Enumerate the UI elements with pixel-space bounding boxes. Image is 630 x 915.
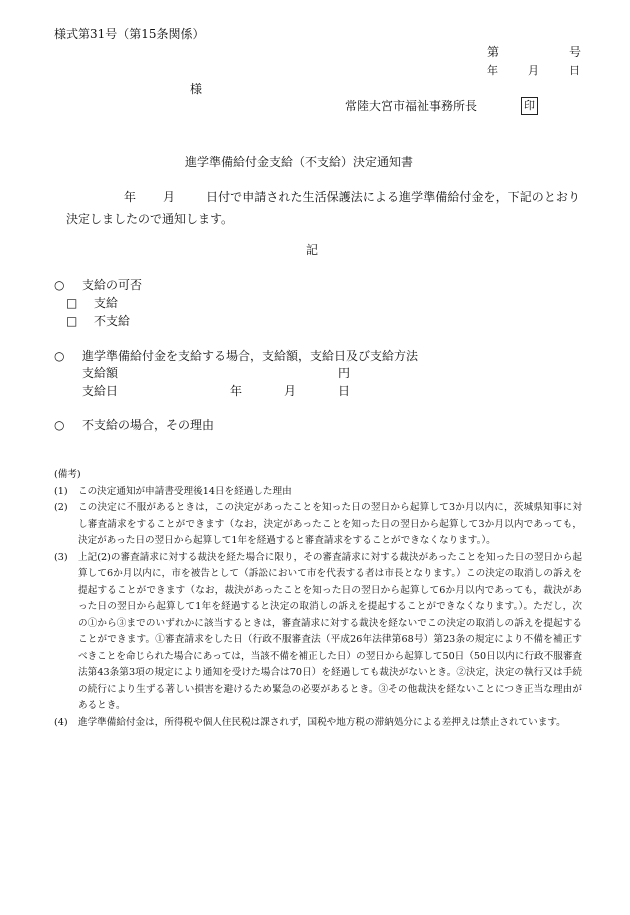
date-year: 年 bbox=[230, 384, 243, 398]
intro-text: 日付で申請された生活保護法による進学準備給付金を，下記のとおり決定しましたので通知します。 bbox=[66, 190, 580, 226]
seal-stamp bbox=[521, 97, 538, 115]
note-text: 上記(2)の審査請求に対する裁決を経た場合に限り，その審査請求に対する裁決があったことを知った日の翌日から起算して6か月以内に，市を被告として（訴訟において市を代表する者は市長となります。）この決定の取消しの訴えを提起することができます（なお，裁決があったことを知った日の翌日から起算して6か月以内であっても，裁決があった日の翌日から起算して1年を経過すると決定の取消しの訴えを提起することができなくなります。）。ただし，次の①から③までのいずれかに該当するときは，審査請求に対する裁決を経ないでこの決定の取消しの訴えを提起することができます。①審査請求をした日（行政不服審査法（平成26年法律第68号）第23条の規定により不備を補正すべきことを命じられた場合にあっては，当該不備を補正した日）の翌日から起算して50日（50日以内に行政不服審査法第43条第3項の規定により通知を受けた場合は70日）を経過しても裁決がないとき。②決定，決定の執行又は手続の続行により生ずる著しい損害を避けるため緊急の必要があるとき。③その他裁決を経ないことにつき正当な理由があるとき。 bbox=[78, 551, 583, 711]
note-number: (3) bbox=[54, 551, 68, 563]
option-label-nopay: 不支給 bbox=[94, 314, 131, 328]
section2-bullet: ○ bbox=[54, 349, 65, 363]
date-month: 月 bbox=[284, 384, 297, 398]
seal-char: 印 bbox=[521, 97, 538, 115]
section3-label: 不支給の場合，その理由 bbox=[82, 418, 215, 432]
note-text: この決定に不服があるときは，この決定があったことを知った日の翌日から起算して3か月以内に，茨城県知事に対し審査請求をすることができます（なお，決定があったことを知った日の翌日から起算して3か月以内であっても，決定があった日の翌日から起算して1年を経過すると審査請求をすることができなくなります。）。 bbox=[78, 502, 582, 546]
note-number: (2) bbox=[54, 502, 68, 513]
section1-label: 支給の可否 bbox=[82, 278, 143, 292]
note-text: 進学準備給付金は，所得税や個人住民税は課されず，国税や地方税の滞納処分による差押えは禁止されています。 bbox=[78, 716, 566, 728]
note-number: (1) bbox=[54, 485, 68, 497]
notes-section bbox=[54, 467, 582, 731]
date-day: 日 bbox=[338, 384, 351, 398]
note-item bbox=[54, 484, 582, 501]
header-year: 年 bbox=[487, 64, 498, 77]
checkbox-box: □ bbox=[66, 296, 78, 310]
section3-bullet: ○ bbox=[54, 418, 65, 432]
option-checkbox-pay[interactable] bbox=[66, 296, 77, 310]
section1-bullet: ○ bbox=[54, 278, 65, 292]
form-number: 様式第31号（第15条関係） bbox=[54, 27, 205, 41]
note-text: この決定通知が申請書受理後14日を経過した理由 bbox=[78, 485, 292, 497]
intro-year: 年 bbox=[124, 190, 137, 204]
date-label: 支給日 bbox=[82, 384, 119, 398]
ki-mark: 記 bbox=[306, 243, 319, 257]
section2-label: 進学準備給付金を支給する場合，支給額，支給日及び支給方法 bbox=[82, 349, 419, 363]
notes-heading: (備考) bbox=[54, 469, 81, 480]
doc-number-prefix: 第 bbox=[487, 45, 500, 59]
option-label-pay: 支給 bbox=[94, 296, 119, 310]
doc-number-suffix: 号 bbox=[569, 45, 582, 59]
header-month: 月 bbox=[528, 64, 539, 77]
note-number: (4) bbox=[54, 716, 68, 728]
header-day: 日 bbox=[569, 64, 580, 77]
amount-label: 支給額 bbox=[82, 366, 119, 380]
amount-unit: 円 bbox=[338, 366, 351, 380]
option-checkbox-nopay[interactable] bbox=[66, 314, 77, 328]
intro-month: 月 bbox=[163, 190, 176, 204]
note-item bbox=[54, 715, 582, 732]
issuer: 常陸大宮市福祉事務所長 bbox=[345, 99, 478, 113]
checkbox-box: □ bbox=[66, 314, 78, 328]
note-item bbox=[54, 550, 582, 715]
document-title: 進学準備給付金支給（不支給）決定通知書 bbox=[185, 155, 414, 169]
note-item bbox=[54, 500, 582, 550]
recipient-suffix: 様 bbox=[190, 82, 203, 96]
